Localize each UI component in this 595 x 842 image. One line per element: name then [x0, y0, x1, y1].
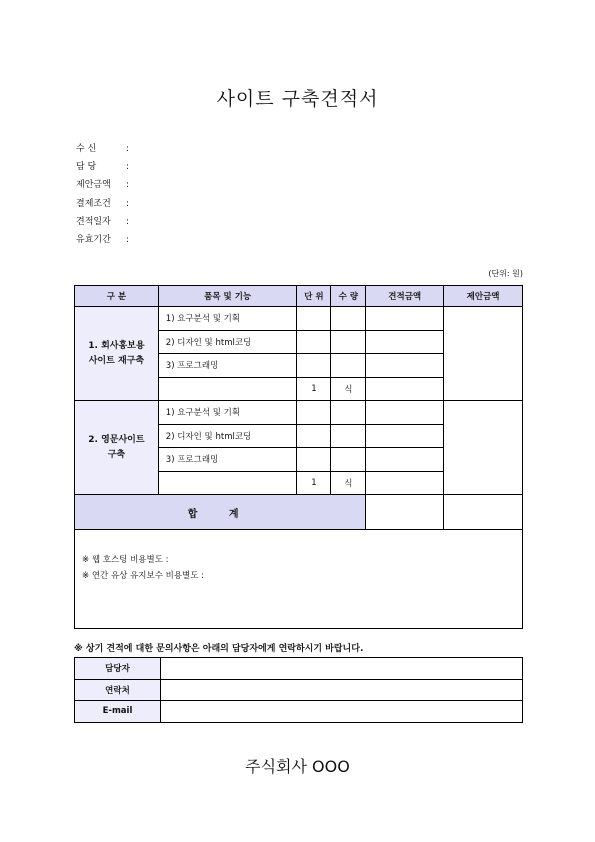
table-header-row — [75, 286, 523, 307]
unit-cell: 1 — [297, 471, 331, 495]
estimate-table — [74, 285, 523, 629]
proposal-cell[interactable] — [444, 401, 523, 495]
info-label: 결제조건 — [76, 198, 111, 209]
estimate-cell[interactable] — [366, 307, 444, 331]
qty-cell: 식 — [331, 471, 366, 495]
qty-cell[interactable] — [331, 330, 366, 354]
table-row — [75, 401, 523, 425]
info-label: 수 신 — [76, 144, 97, 154]
category-line: 구축 — [107, 449, 126, 460]
info-label: 유효기간 — [76, 235, 111, 246]
info-row-estimate-date — [76, 213, 129, 231]
item-cell: 1) 요구분석 및 기획 — [158, 401, 297, 425]
info-colon: : — [126, 198, 130, 209]
unit-cell[interactable] — [297, 448, 331, 472]
contact-note: ※ 상기 견적에 대한 문의사항은 아래의 담당자에게 연락하시기 바랍니다. — [74, 644, 364, 654]
estimate-cell[interactable] — [366, 424, 444, 448]
unit-cell[interactable] — [297, 330, 331, 354]
estimate-cell[interactable] — [366, 354, 444, 378]
proposal-cell[interactable] — [444, 307, 523, 401]
total-row — [75, 495, 523, 530]
info-row-recipient — [76, 140, 129, 158]
item-cell[interactable] — [158, 471, 297, 495]
info-colon: : — [126, 235, 130, 246]
category-cell — [75, 307, 159, 401]
info-label: 담 당 — [76, 162, 97, 173]
info-colon: : — [126, 180, 130, 191]
header-item: 품목 및 기능 — [158, 286, 297, 307]
notes-cell — [75, 530, 523, 629]
info-block — [76, 140, 129, 249]
category-line: 사이트 재구축 — [88, 355, 145, 366]
item-cell: 3) 프로그래밍 — [158, 354, 297, 378]
company-name: 주식회사 OOO — [245, 757, 350, 776]
unit-cell[interactable] — [297, 354, 331, 378]
info-colon: : — [126, 162, 130, 173]
estimate-cell[interactable] — [366, 401, 444, 425]
item-cell: 2) 디자인 및 html코딩 — [158, 330, 297, 354]
estimate-cell[interactable] — [366, 330, 444, 354]
contact-table — [74, 657, 523, 723]
total-estimate-cell[interactable] — [366, 495, 444, 530]
item-cell: 3) 프로그래밍 — [158, 448, 297, 472]
qty-cell[interactable] — [331, 354, 366, 378]
contact-value-email[interactable] — [161, 701, 523, 723]
header-estimate-amount: 견적금액 — [366, 286, 444, 307]
item-cell: 1) 요구분석 및 기획 — [158, 307, 297, 331]
estimate-cell[interactable] — [366, 448, 444, 472]
estimate-cell[interactable] — [366, 377, 444, 401]
info-row-validity — [76, 231, 129, 249]
qty-cell[interactable] — [331, 401, 366, 425]
contact-value-phone[interactable] — [161, 679, 523, 701]
item-cell: 2) 디자인 및 html코딩 — [158, 424, 297, 448]
contact-label-email: E-mail — [75, 701, 161, 723]
category-line: 1. 회사홍보용 — [88, 340, 145, 351]
info-label: 제안금액 — [76, 180, 111, 191]
unit-cell[interactable] — [297, 307, 331, 331]
document-title: 사이트 구축견적서 — [216, 88, 379, 110]
info-row-payment-terms — [76, 195, 129, 213]
contact-value-manager[interactable] — [161, 658, 523, 680]
item-cell[interactable] — [158, 377, 297, 401]
contact-row — [75, 679, 523, 701]
qty-cell[interactable] — [331, 424, 366, 448]
category-line: 2. 영문사이트 — [88, 434, 145, 445]
contact-label-phone: 연락처 — [75, 679, 161, 701]
category-cell — [75, 401, 159, 495]
note-maintenance: ※ 연간 유상 유지보수 비용별도 : — [82, 571, 205, 581]
qty-cell[interactable] — [331, 448, 366, 472]
unit-note: (단위: 원) — [488, 269, 523, 278]
total-proposal-cell[interactable] — [444, 495, 523, 530]
estimate-cell[interactable] — [366, 471, 444, 495]
header-category: 구 분 — [75, 286, 159, 307]
note-hosting: ※ 웹 호스팅 비용별도 : — [82, 555, 169, 565]
info-row-proposal-amount — [76, 176, 129, 194]
total-label: 합 계 — [75, 495, 366, 530]
header-proposal-amount: 제안금액 — [444, 286, 523, 307]
unit-cell[interactable] — [297, 424, 331, 448]
notes-row — [75, 530, 523, 629]
qty-cell: 식 — [331, 377, 366, 401]
info-label: 견적일자 — [76, 216, 111, 227]
info-colon: : — [126, 216, 130, 227]
info-colon: : — [126, 144, 130, 154]
unit-cell[interactable] — [297, 401, 331, 425]
info-row-manager — [76, 158, 129, 176]
contact-row — [75, 701, 523, 723]
header-quantity: 수 량 — [331, 286, 366, 307]
contact-label-manager: 담당자 — [75, 658, 161, 680]
header-unit: 단 위 — [297, 286, 331, 307]
table-row — [75, 307, 523, 331]
qty-cell[interactable] — [331, 307, 366, 331]
unit-cell: 1 — [297, 377, 331, 401]
contact-row — [75, 658, 523, 680]
